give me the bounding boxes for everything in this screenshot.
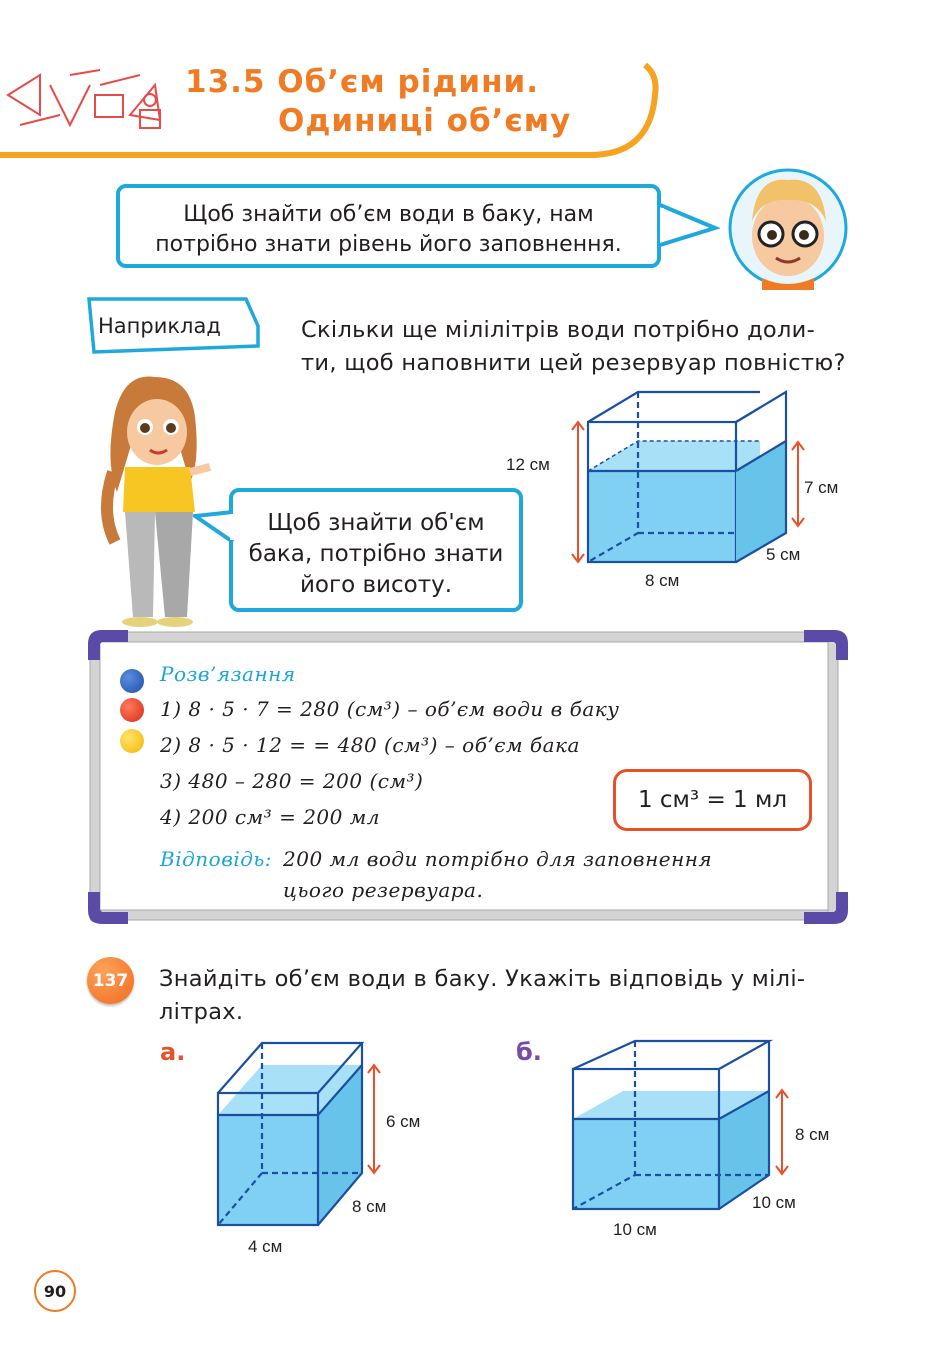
page-number: 90 [43,1281,67,1301]
tank-b-width-label: 10 см [613,1220,657,1239]
solution-step-4: 4) 200 см³ = 200 мл [160,805,381,829]
exercise-number: 137 [92,970,129,991]
main-tank-depth-label: 5 см [766,545,801,564]
girl-illustration [95,372,225,632]
answer-label: Відповідь: [160,847,273,871]
girl-bubble-tail [193,508,235,548]
question-line2: ти, щоб наповнити цей резервуар повністю? [301,349,846,376]
stationery-doodles-icon [8,70,160,128]
exercise-text-line2: літрах. [159,998,244,1025]
example-tag [86,296,260,354]
tank-b-water [573,1119,719,1209]
main-tank-diagram [560,385,760,570]
girl-bubble-line2: бака, потрібно знати [248,541,504,568]
solution-heading: Розв’язання [160,662,296,686]
boy-bubble-tail [660,200,720,250]
marker-red [120,698,144,722]
main-tank-height-arrow [568,420,588,565]
solution-step-3: 3) 480 – 280 = 200 (см³) [160,769,424,793]
exercise-number-badge [87,957,134,1004]
main-tank-water-label: 7 см [804,478,839,497]
page-number-badge [34,1270,76,1312]
tank-a-depth-label: 8 см [352,1197,387,1216]
main-tank-side-panel [736,385,796,570]
tank-a-height-arrow [364,1063,384,1175]
solution-step-2: 2) 8 · 5 · 12 = = 480 (см³) – об’єм бака [160,733,580,757]
boy-bubble-line2: потрібно знати рівень його заповнення. [155,231,622,257]
tank-b-diagram [565,1035,785,1215]
tank-b-height-label: 8 см [795,1125,830,1144]
girl-speech-bubble [229,488,523,612]
question-line1: Скільки ще мілілітрів води потрібно доли- [301,317,816,343]
page-title-line2: Одиниці об’єму [278,103,572,139]
marker-blue [120,669,144,693]
marker-yellow [120,729,144,753]
tank-a-letter: а. [160,1038,186,1066]
girl-bubble-line1: Щоб знайти об'єм [267,510,485,536]
tank-b-depth-label: 10 см [752,1193,796,1212]
tank-a-width-label: 4 см [248,1237,283,1256]
main-tank-width-label: 8 см [645,571,680,590]
main-tank-height-label: 12 см [506,455,550,474]
tank-b-letter: б. [516,1038,542,1066]
conversion-box [613,769,812,831]
example-question [301,314,846,379]
answer-line2: цього резервуара. [283,878,484,902]
answer-line1: 200 мл води потрібно для заповнення [283,847,713,871]
boy-avatar [726,166,850,290]
girl-bubble-line3: його висоту. [299,572,453,599]
solution-step-1: 1) 8 · 5 · 7 = 280 (см³) – об’єм води в баку [160,697,620,721]
tank-a-height-label: 6 см [386,1112,421,1131]
boy-speech-bubble [116,184,661,268]
conversion-text: 1 см³ = 1 мл [637,787,788,813]
page-title-line1: 13.5 Об’єм рідини. [185,64,540,100]
exercise-text-line1: Знайдіть об’єм води в баку. Укажіть відповідь у мілі- [159,966,806,992]
boy-bubble-line1: Щоб знайти об’єм води в баку, нам [183,202,594,227]
exercise-text [159,963,805,1028]
example-tag-label: Наприклад [98,314,221,338]
tank-b-height-arrow [772,1088,792,1176]
